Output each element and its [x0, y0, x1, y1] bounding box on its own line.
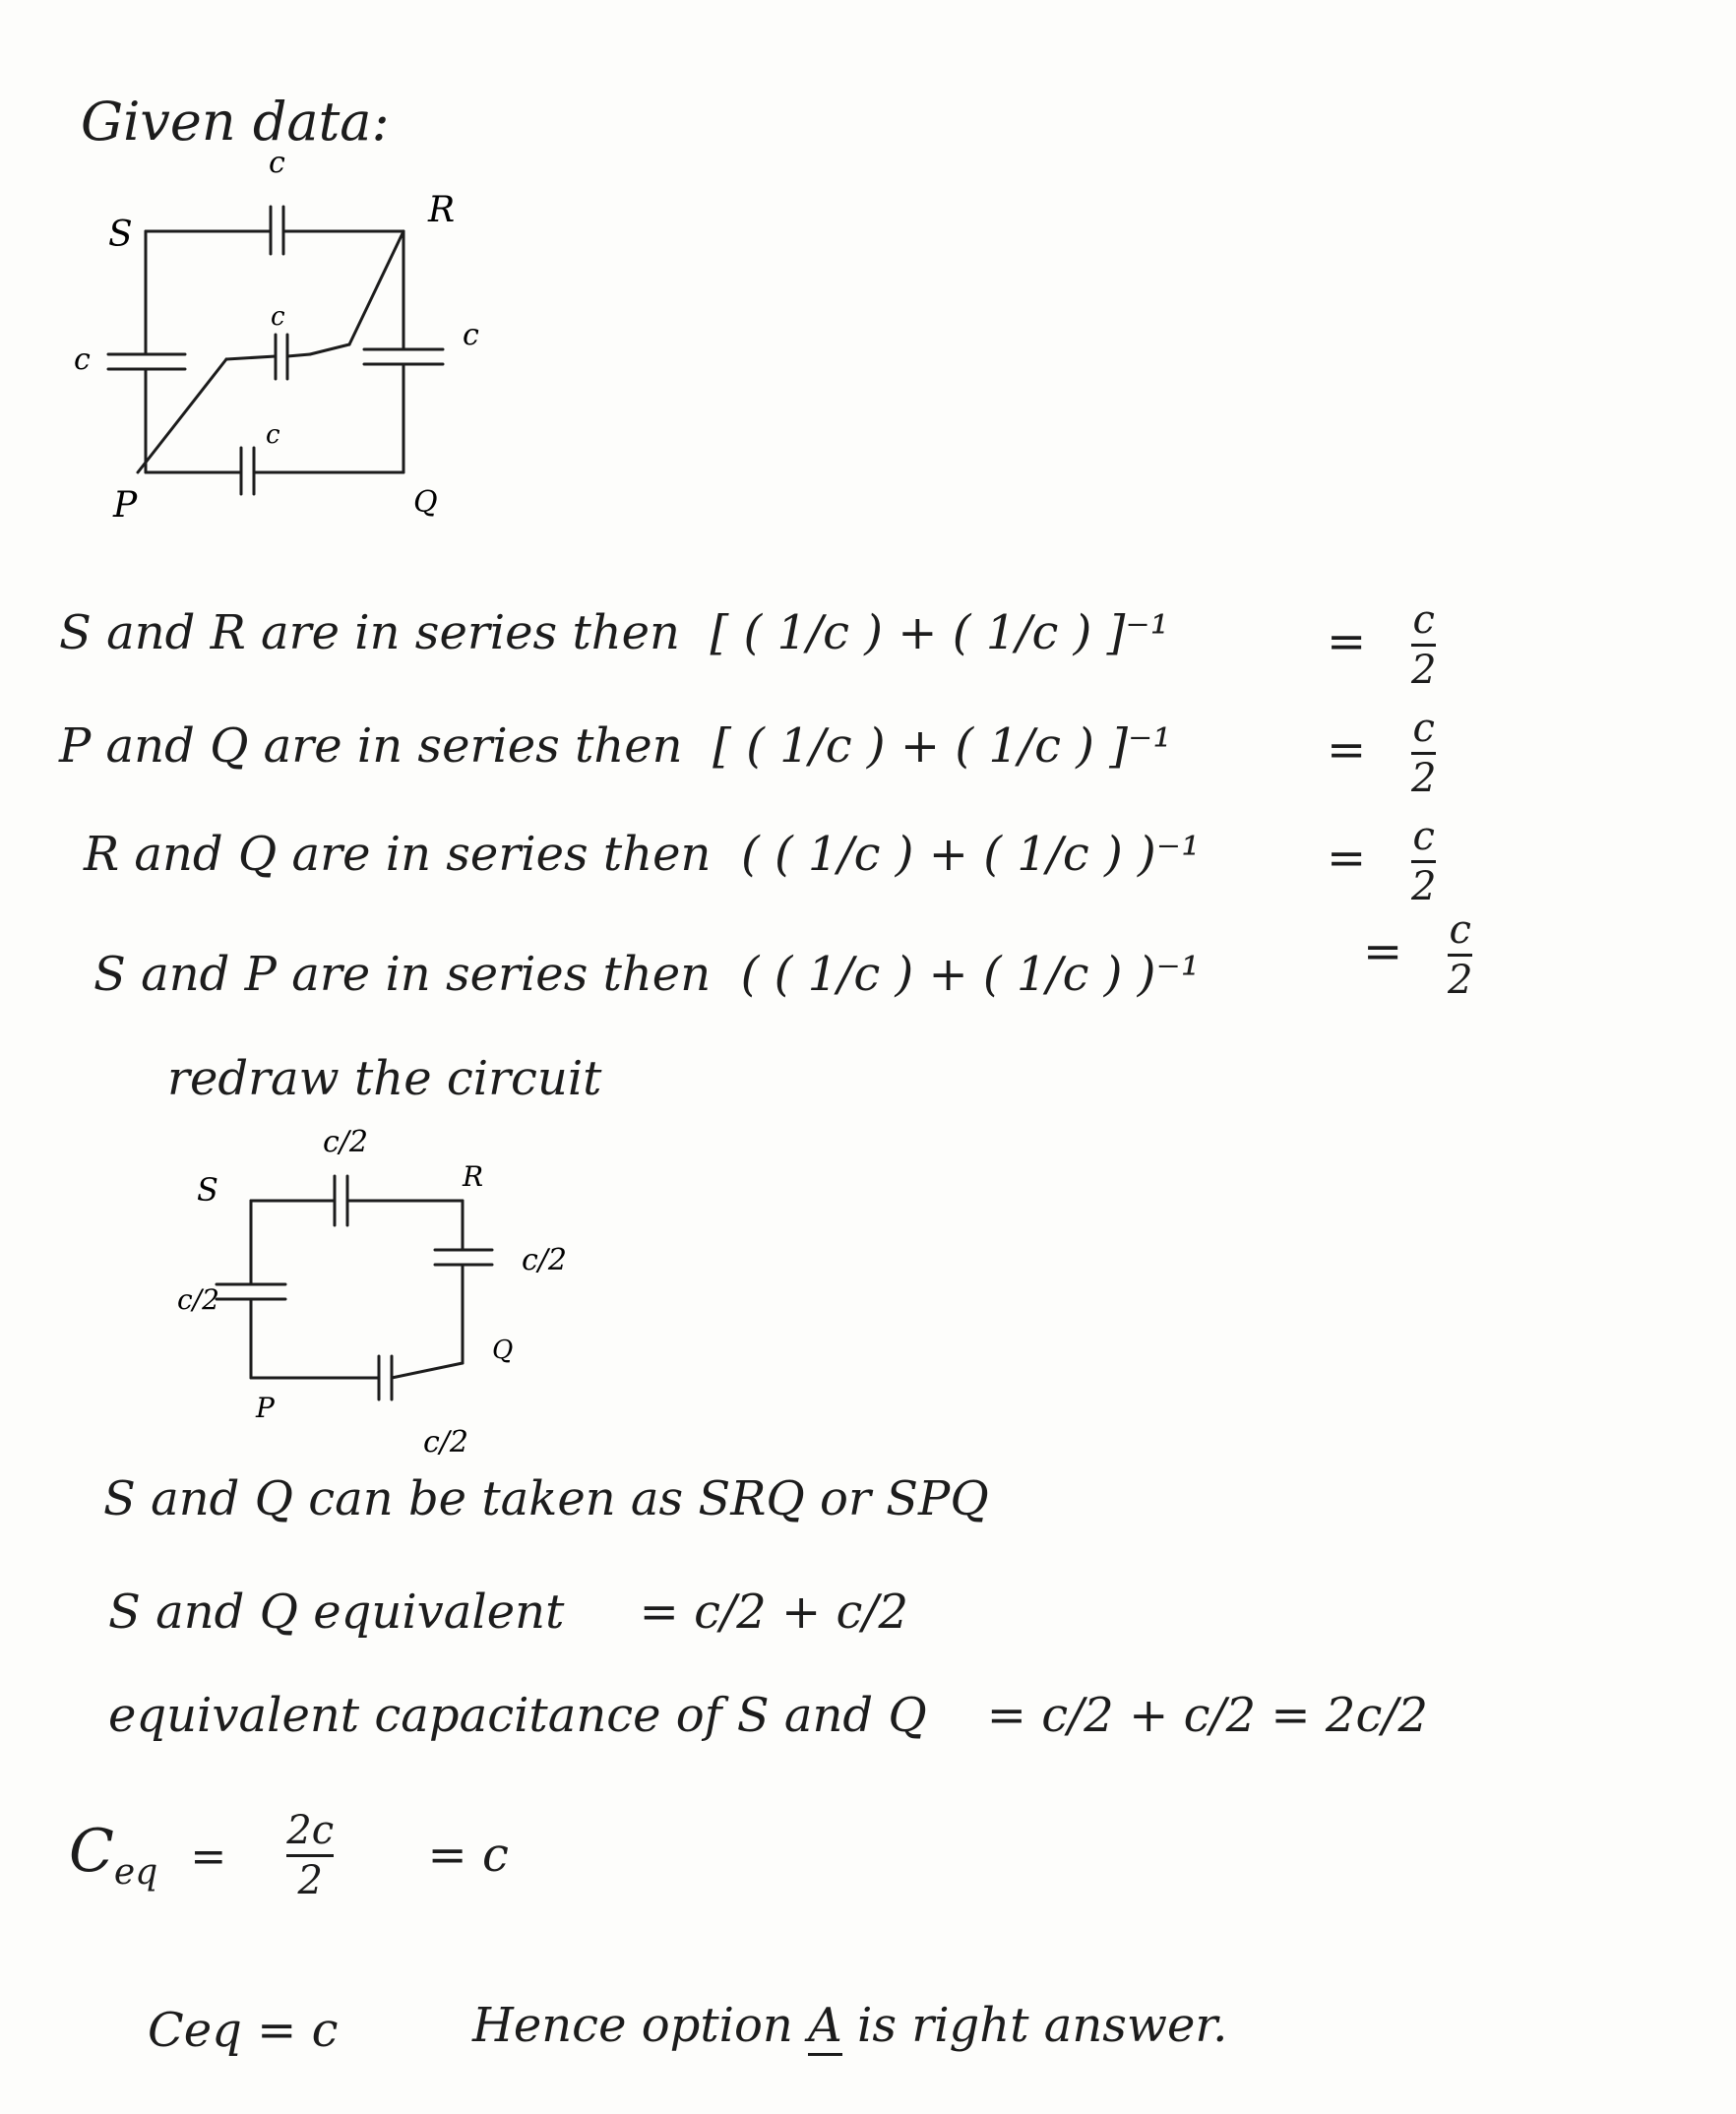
- final-answer: Hence option A is right answer.: [472, 1998, 1227, 2053]
- cap-label: c/2: [177, 1283, 219, 1316]
- node-q-label: Q: [413, 485, 438, 520]
- step-4-result: = $\frac{c}{2}$: [1363, 907, 1473, 1003]
- node-s-label: S: [197, 1171, 218, 1209]
- cap-label: c/2: [423, 1425, 468, 1460]
- node-p-label: P: [113, 485, 138, 522]
- step-2-result: = $\frac{c}{2}$: [1327, 706, 1437, 801]
- cap-label: c: [74, 342, 91, 377]
- cap-label: c: [271, 302, 285, 332]
- redraw-heading: redraw the circuit: [167, 1051, 602, 1106]
- node-q-label: Q: [492, 1336, 514, 1365]
- circuit-diagram-redrawn: [177, 1122, 689, 1466]
- final-ceq: Ceq = c: [148, 2003, 339, 2058]
- ceq-line: $C_{eq}$ = $\frac{2c}{2}$ = c: [69, 1808, 509, 1903]
- equiv-capacitance-line: equivalent capacitance of S and Q = c/2 + c/2 = 2c/2: [108, 1688, 1429, 1743]
- cap-label: c: [266, 420, 280, 450]
- cap-label: c: [463, 318, 479, 352]
- node-r-label: R: [428, 190, 456, 230]
- node-r-label: R: [463, 1160, 484, 1193]
- step-3-result: = $\frac{c}{2}$: [1327, 814, 1437, 909]
- step-2: P and Q are in series then [ ( 1/c ) + ( 1/c ) ]⁻¹: [59, 718, 1172, 774]
- node-p-label: P: [256, 1392, 275, 1424]
- step-4: S and P are in series then ( ( 1/c ) + ( 1/c ) )⁻¹: [93, 947, 1201, 1002]
- sq-equivalent-line: S and Q equivalent = c/2 + c/2: [108, 1585, 909, 1640]
- cap-label: c: [269, 148, 285, 180]
- step-1: S and R are in series then [ ( 1/c ) + ( 1/c ) ]⁻¹: [59, 605, 1169, 660]
- cap-label: c/2: [522, 1243, 567, 1277]
- step-3: R and Q are in series then ( ( 1/c ) + ( 1/c ) )⁻¹: [84, 827, 1201, 882]
- cap-label: c/2: [323, 1125, 368, 1159]
- sq-taken-line: S and Q can be taken as SRQ or SPQ: [103, 1471, 989, 1526]
- node-s-label: S: [108, 215, 133, 255]
- circuit-diagram-original: [69, 148, 581, 522]
- page-title: Given data:: [81, 91, 390, 153]
- step-1-result: = $\frac{c}{2}$: [1327, 597, 1437, 693]
